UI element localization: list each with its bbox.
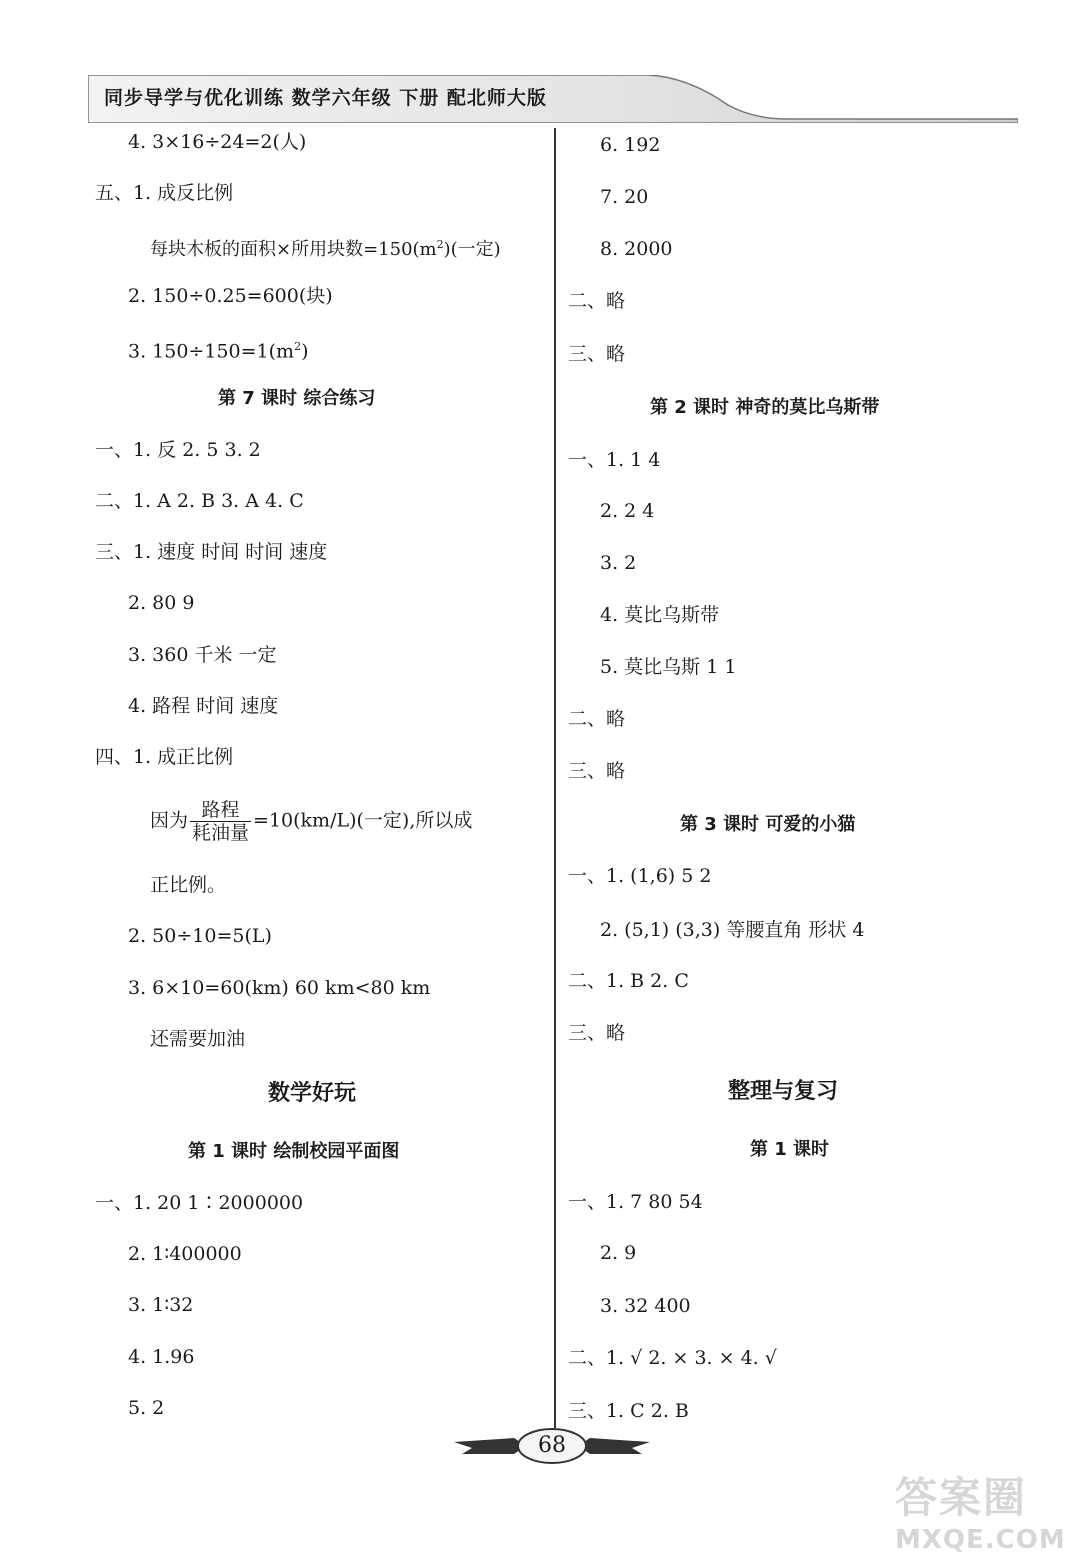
answer-line: 2. 50÷10=5(L) [128, 925, 272, 947]
fraction-suffix: =10(km/L)(一定),所以成 [253, 809, 473, 832]
answer-line: 3. 2 [600, 552, 637, 574]
page-number-ornament [452, 1420, 652, 1472]
page-number: 68 [538, 1433, 566, 1458]
answer-line: 三、1. 速度 时间 时间 速度 [95, 541, 328, 563]
answer-line: 3. 360 千米 一定 [128, 644, 277, 666]
answer-line: 一、1. 1 4 [568, 449, 661, 471]
answer-line: 5. 莫比乌斯 1 1 [600, 656, 737, 678]
lesson-heading: 第 1 课时 [750, 1139, 830, 1160]
answer-line: 三、略 [568, 343, 626, 365]
watermark-logo-text: 答案圈 [895, 1473, 1028, 1522]
fraction-line [150, 799, 472, 844]
answer-line: 三、略 [568, 1022, 626, 1044]
answer-line: 2. 9 [600, 1242, 637, 1264]
answer-line: 2. 1∶400000 [128, 1243, 242, 1265]
answer-line: 4. 路程 时间 速度 [128, 695, 279, 717]
answer-line: 2. 150÷0.25=600(块) [128, 285, 333, 307]
answer-line: 二、1. √ 2. × 3. × 4. √ [568, 1347, 777, 1369]
answer-line: 4. 1.96 [128, 1346, 195, 1368]
fraction-numerator: 路程 [190, 799, 251, 822]
answer-line: 二、略 [568, 708, 626, 730]
answer-line: 一、1. (1,6) 5 2 [568, 865, 712, 887]
answer-line: 2. 2 4 [600, 500, 655, 522]
answer-line: 四、1. 成正比例 [95, 746, 234, 768]
lesson-heading: 第 7 课时 综合练习 [218, 388, 376, 409]
answer-line: 2. (5,1) (3,3) 等腰直角 形状 4 [600, 919, 865, 941]
answer-line: 三、1. C 2. B [568, 1400, 689, 1422]
watermark-domain: MXQE.COM [895, 1525, 1066, 1555]
lesson-heading: 第 1 课时 绘制校园平面图 [188, 1141, 400, 1162]
section-heading: 数学好玩 [268, 1081, 357, 1106]
header-title: 同步导学与优化训练 数学六年级 下册 配北师大版 [104, 87, 547, 109]
section-heading: 整理与复习 [728, 1079, 839, 1104]
answer-line: 二、1. B 2. C [568, 970, 689, 992]
answer-line: 3. 6×10=60(km) 60 km<80 km [128, 977, 431, 999]
answer-line: 一、1. 反 2. 5 3. 2 [95, 439, 261, 461]
lesson-heading: 第 2 课时 神奇的莫比乌斯带 [650, 397, 880, 418]
answer-line: 7. 20 [600, 186, 649, 208]
answer-line: 每块木板的面积×所用块数$=150(m^2)$(一定) [150, 238, 501, 260]
lesson-heading: 第 3 课时 可爱的小猫 [680, 814, 856, 835]
answer-line: 4. 3×16÷24=2(人) [128, 131, 307, 153]
answer-line: 一、1. 7 80 54 [568, 1191, 703, 1213]
answer-line: 3. $150\div 150=1(m^2)$ [128, 340, 309, 363]
answer-line: 二、1. A 2. B 3. A 4. C [95, 490, 304, 512]
answer-line: 正比例。 [150, 874, 227, 896]
answer-line: 一、1. 20 1∶2000000 [95, 1192, 304, 1214]
answer-line: 三、略 [568, 760, 626, 782]
fraction-denominator: 耗油量 [192, 822, 250, 844]
fraction-prefix: 因为 [150, 809, 189, 832]
answer-line: 6. 192 [600, 134, 661, 156]
answer-line: 4. 莫比乌斯带 [600, 604, 720, 626]
fraction [190, 799, 251, 844]
answer-line: 3. 1∶32 [128, 1294, 194, 1316]
answer-line: 五、1. 成反比例 [95, 182, 234, 204]
column-divider [554, 128, 556, 1428]
answer-line: 二、略 [568, 290, 626, 312]
watermark [895, 1465, 1066, 1555]
answer-line: 8. 2000 [600, 238, 673, 260]
answer-line: 2. 80 9 [128, 592, 195, 614]
answer-line: 3. 32 400 [600, 1295, 691, 1317]
answer-line: 5. 2 [128, 1397, 165, 1419]
page-header [88, 75, 1018, 123]
answer-line: 还需要加油 [150, 1028, 246, 1050]
